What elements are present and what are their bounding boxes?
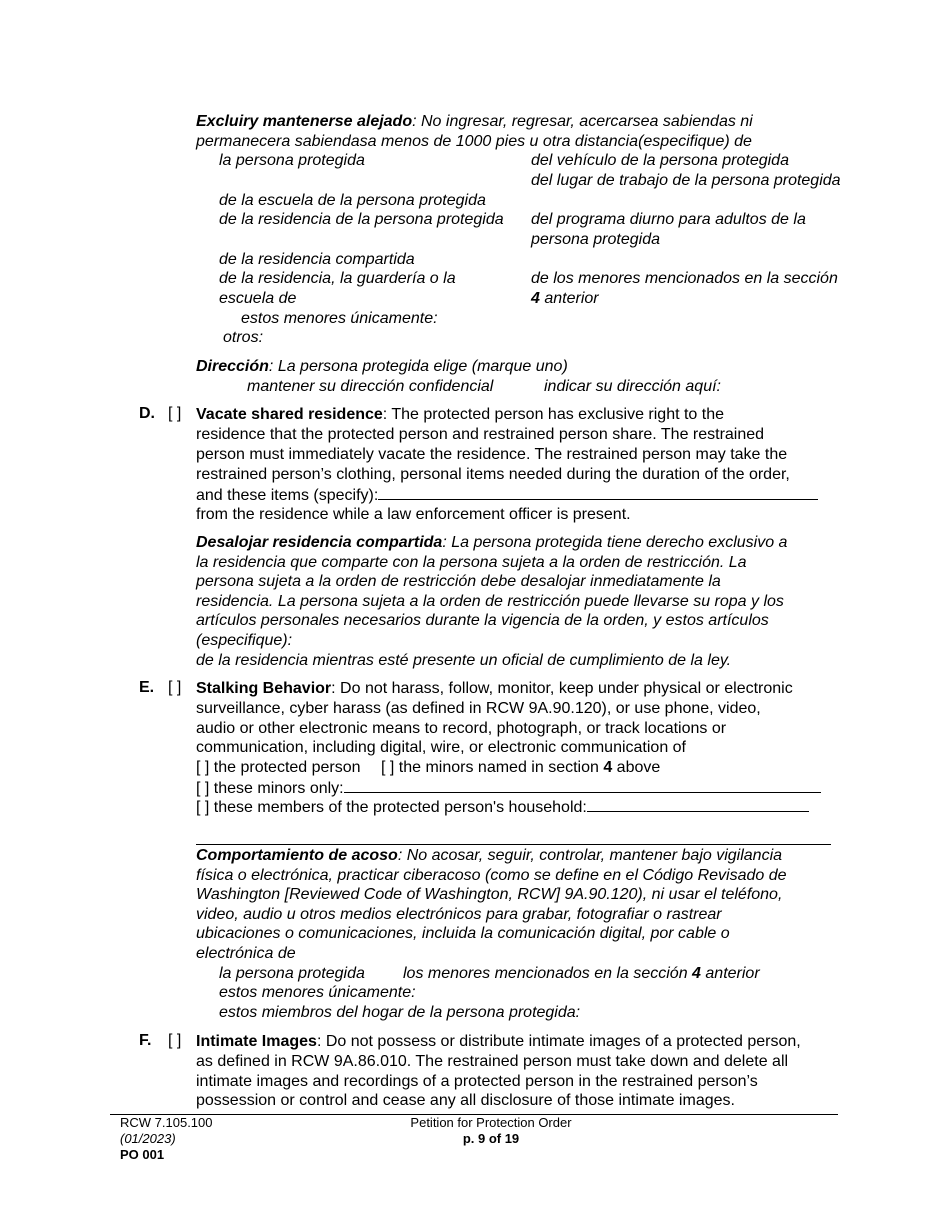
item-daycare-2: escuela de — [219, 290, 297, 307]
section-e-es-these-minors: estos menores únicamente: — [219, 984, 416, 1001]
section-d-items-field[interactable] — [378, 485, 818, 500]
item-shared-residence: de la residencia compartida — [219, 251, 415, 268]
stay-away-es-line1: Excluiry mantenerse alejado: No ingresar, regresar, acercarsea sabiendas ni — [196, 113, 753, 130]
section-e-checkbox[interactable]: [ ] — [168, 679, 182, 696]
item-residence: de la residencia de la persona protegida — [219, 211, 504, 228]
section-f-heading: Intimate Images — [196, 1033, 317, 1050]
address-confidential: mantener su dirección confidencial — [247, 378, 494, 395]
section-e-es-line1: Comportamiento de acoso: No acosar, seguir, controlar, mantener bajo vigilancia — [196, 847, 783, 864]
section-e-es-line5: ubicaciones o comunicaciones, incluida la comunicación digital, por cable o — [196, 925, 730, 942]
address-here: indicar su dirección aquí: — [544, 378, 721, 395]
section-e-opt-household[interactable]: [ ] these members of the protected person's household: — [196, 797, 809, 818]
section-e-es-line6: electrónica de — [196, 945, 296, 962]
stay-away-es-line2: permanecera sabiendasa menos de 1000 pies u otra distancia(especifique) de — [196, 133, 752, 150]
section-d-line3: person must immediately vacate the residence. The restrained person may take the — [196, 446, 788, 463]
section-e-heading: Stalking Behavior — [196, 680, 332, 697]
section-f-checkbox[interactable]: [ ] — [168, 1032, 182, 1049]
section-e-opt-minors[interactable]: [ ] the minors named in section 4 above — [381, 759, 661, 776]
section-d-es-line7: de la residencia mientras esté presente un oficial de cumplimiento de la ley. — [196, 652, 732, 669]
section-e-es-line2: física o electrónica, practicar ciberacoso (como se define en el Código Revisado de — [196, 867, 787, 884]
section-d-es-line2: la residencia que comparte con la persona sujeta a la orden de restricción. La — [196, 554, 747, 571]
section-e-es-minors: los menores mencionados en la sección 4 anterior — [403, 965, 760, 982]
section-e-line4: communication, including digital, wire, or electronic communication of — [196, 739, 686, 756]
address-line: Dirección: La persona protegida elige (marque uno) — [196, 358, 568, 375]
stay-away-es-heading: Excluiry mantenerse alejado — [196, 113, 413, 130]
section-e-line3: audio or other electronic means to record, photograph, or track locations or — [196, 720, 727, 737]
section-d-heading: Vacate shared residence — [196, 406, 383, 423]
section-d-letter: D. — [139, 405, 155, 422]
item-minors-2: 4 anterior — [531, 290, 599, 307]
footer-date: (01/2023) — [120, 1131, 176, 1146]
section-f-line3: intimate images and recordings of a protected person in the restrained person’s — [196, 1073, 758, 1090]
footer-page-number: p. 9 of 19 — [462, 1131, 520, 1146]
section-e-es-line4: video, audio u otros medios electrónicos para grabar, fotografiar o rastrear — [196, 906, 722, 923]
section-e-household-field[interactable] — [587, 797, 809, 812]
section-d-es-heading: Desalojar residencia compartida — [196, 534, 443, 551]
item-workplace: del lugar de trabajo de la persona protegida — [531, 172, 841, 189]
item-daycare-1: de la residencia, la guardería o la — [219, 270, 456, 287]
footer-form-number: PO 001 — [120, 1147, 165, 1162]
section-e-opt-protected[interactable]: [ ] the protected person — [196, 759, 361, 776]
section-e-es-household: estos miembros del hogar de la persona protegida: — [219, 1004, 581, 1021]
item-adult-day-2: persona protegida — [531, 231, 660, 248]
section-e-es-heading: Comportamiento de acoso — [196, 847, 398, 864]
section-e-es-protected: la persona protegida — [219, 965, 365, 982]
item-school: de la escuela de la persona protegida — [219, 192, 486, 209]
section-d-es-line4: residencia. La persona sujeta a la orden de restricción puede llevarse su ropa y los — [196, 593, 784, 610]
item-these-minors: estos menores únicamente: — [241, 310, 438, 327]
section-d-es-line5: artículos personales necesarios durante la vigencia de la orden, y estos artículos — [196, 612, 769, 629]
footer-rcw: RCW 7.105.100 — [120, 1115, 213, 1130]
item-vehicle: del vehículo de la persona protegida — [531, 152, 789, 169]
section-d-specify: and these items (specify): — [196, 485, 818, 506]
section-f-letter: F. — [139, 1032, 152, 1049]
section-e-letter: E. — [139, 679, 155, 696]
section-e-opt-these-minors[interactable]: [ ] these minors only: — [196, 778, 821, 799]
section-d-es-line3: persona sujeta a la orden de restricción debe desalojar inmediatamente la — [196, 573, 721, 590]
item-minors-1: de los menores mencionados en la sección — [531, 270, 838, 287]
section-e-line2: surveillance, cyber harass (as defined in RCW 9A.90.120), or use phone, video, — [196, 700, 761, 717]
item-others: otros: — [223, 329, 264, 346]
footer-title: Petition for Protection Order — [410, 1115, 572, 1130]
section-e-es-line3: Washington [Reviewed Code of Washington, RCW] 9A.90.120), ni usar el teléfono, — [196, 886, 783, 903]
section-d-line2: residence that the protected person and restrained person share. The restrained — [196, 426, 765, 443]
section-f-line4: possession or control and cease any all disclosure of those intimate images. — [196, 1092, 735, 1109]
section-e-these-minors-field[interactable] — [344, 778, 821, 793]
section-d-es-line6: (especifique): — [196, 632, 293, 649]
section-d-es-line1: Desalojar residencia compartida: La persona protegida tiene derecho exclusivo a — [196, 534, 788, 551]
section-f-line1: Intimate Images: Do not possess or distribute intimate images of a protected person, — [196, 1033, 801, 1050]
section-d-checkbox[interactable]: [ ] — [168, 405, 182, 422]
item-adult-day-1: del programa diurno para adultos de la — [531, 211, 806, 228]
address-heading: Dirección — [196, 358, 269, 375]
section-d-line4: restrained person’s clothing, personal items needed during the duration of the order, — [196, 466, 790, 483]
item-protected-person: la persona protegida — [219, 152, 365, 169]
section-d-line1: Vacate shared residence: The protected person has exclusive right to the — [196, 406, 725, 423]
section-f-line2: as defined in RCW 9A.86.010. The restrained person must take down and delete all — [196, 1053, 789, 1070]
section-e-line1: Stalking Behavior: Do not harass, follow, monitor, keep under physical or electronic — [196, 680, 793, 697]
section-e-household-field-2[interactable] — [196, 844, 831, 845]
section-d-from-residence: from the residence while a law enforcement officer is present. — [196, 506, 631, 523]
